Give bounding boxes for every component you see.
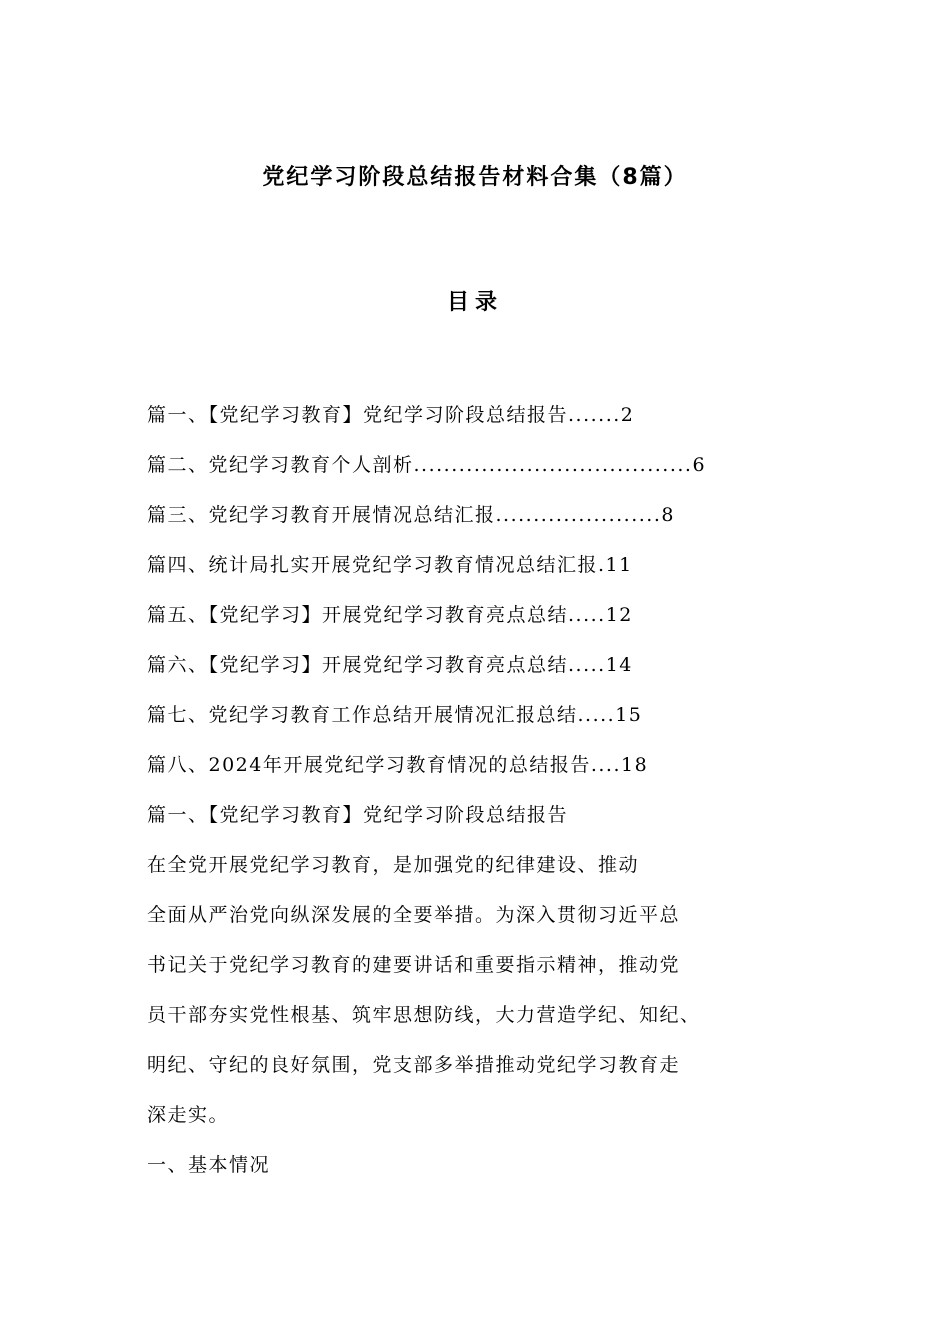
toc-item[interactable]: 篇七、党纪学习教育工作总结开展情况汇报总结.....15: [147, 704, 643, 726]
document-title: 党纪学习阶段总结报告材料合集（8篇）: [262, 165, 688, 190]
document-body: [147, 803, 807, 1203]
toc-item[interactable]: 篇二、党纪学习教育个人剖析.....................................6: [147, 454, 707, 476]
toc-item[interactable]: 篇六、【党纪学习】开展党纪学习教育亮点总结.....14: [147, 654, 633, 676]
toc-item[interactable]: 篇五、【党纪学习】开展党纪学习教育亮点总结.....12: [147, 604, 633, 626]
paragraph-line: 全面从严治党向纵深发展的全要举措。为深入贯彻习近平总: [147, 904, 681, 926]
paragraph-line: 书记关于党纪学习教育的建要讲话和重要指示精神，推动党: [147, 954, 681, 976]
toc-heading: 目录: [446, 290, 503, 315]
paragraph-line: 明纪、守纪的良好氛围，党支部多举措推动党纪学习教育走: [147, 1054, 681, 1076]
paragraph-line: 在全党开展党纪学习教育，是加强党的纪律建设、推动: [147, 854, 640, 876]
section-heading: 篇一、【党纪学习教育】党纪学习阶段总结报告: [147, 804, 569, 826]
toc-item[interactable]: 篇八、2024年开展党纪学习教育情况的总结报告....18: [147, 754, 649, 776]
toc-item[interactable]: 篇一、【党纪学习教育】党纪学习阶段总结报告.......2: [147, 404, 635, 426]
toc-item[interactable]: 篇三、党纪学习教育开展情况总结汇报......................8: [147, 504, 675, 526]
subheading: 一、基本情况: [147, 1154, 271, 1176]
paragraph-line: 员干部夯实党性根基、筑牢思想防线，大力营造学纪、知纪、: [147, 1004, 701, 1026]
toc-item[interactable]: 篇四、统计局扎实开展党纪学习教育情况总结汇报.11: [147, 554, 633, 576]
paragraph-line: 深走实。: [147, 1104, 230, 1126]
table-of-contents: [147, 403, 807, 803]
